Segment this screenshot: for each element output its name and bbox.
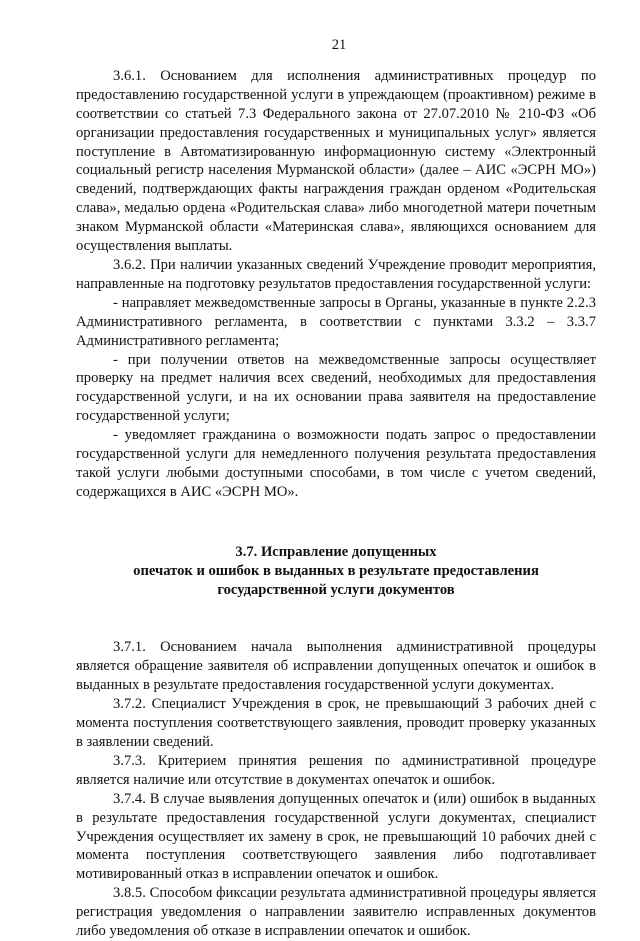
- paragraph-3-6-2: 3.6.2. При наличии указанных сведений Учреждение проводит мероприятия, направленные на подготовку результатов предоставления государственной услуги:: [76, 256, 596, 292]
- list-item-interagency-requests: - направляет межведомственные запросы в Органы, указанные в пункте 2.2.3 Административного регламента, в соответствии с пунктами 3.3.2 – 3.3.7 Административного регламента;: [76, 294, 596, 349]
- paragraph-3-8-5: 3.8.5. Способом фиксации результата административной процедуры является регистрация уведомления о направлении заявителю исправленных документов либо уведомления об отказе в исправлении опечаток и ошибок.: [76, 885, 596, 940]
- paragraph-3-6-1: 3.6.1. Основанием для исполнения административных процедур по предоставлению государственной услуги в упреждающем (проактивном) режиме в соответствии со статьей 7.3 Федерального закона от 27.07.2010 № 210-ФЗ «Об организации предоставления государственных и муниципальных услуг» является поступление в Автоматизированную информационную систему «Электронный социальный регистр населения Мурманской области» (далее – АИС «ЭСРН МО») сведений, подтверждающих факты награждения граждан орденом «Родительская слава», медалью ордена «Родительская слава» либо многодетной матери почетным знаком Мурманской области «Материнская слава», являющихся основанием для осуществления выплаты.: [76, 67, 596, 255]
- page-number: 21: [331, 37, 347, 53]
- section-3-7-body: [76, 638, 596, 941]
- section-heading-3-7: [76, 543, 596, 600]
- section-heading-line-1: 3.7. Исправление допущенных: [235, 543, 437, 560]
- paragraph-3-7-2: 3.7.2. Специалист Учреждения в срок, не превышающий 3 рабочих дней с момента поступления соответствующего заявления, проводит проверку указанных в заявлении сведений.: [76, 696, 596, 750]
- paragraph-3-7-1: 3.7.1. Основанием начала выполнения административной процедуры является обращение заявителя об исправлении допущенных опечаток и ошибок в выданных в результате предоставления государственной услуги документах.: [76, 639, 596, 694]
- paragraph-3-7-3: 3.7.3. Критерием принятия решения по административной процедуре является наличие или отсутствие в документах опечаток и ошибок.: [76, 752, 596, 788]
- section-3-6-body: [76, 67, 596, 502]
- section-heading-line-2: опечаток и ошибок в выданных в результате предоставления: [133, 562, 539, 579]
- paragraph-3-7-4: 3.7.4. В случае выявления допущенных опечаток и (или) ошибок в выданных в результате предоставления государственной услуги документах, специалист Учреждения осуществляет их замену в срок, не превышающий 10 рабочих дней с момента поступления соответствующего заявления либо подготавливает мотивированный отказ в исправлении опечаток и ошибок.: [76, 790, 596, 883]
- list-item-verification: - при получении ответов на межведомственные запросы осуществляет проверку на предмет наличия всех сведений, необходимых для предоставления государственной услуги, и на их основании права заявителя на предоставление государственной услуги;: [76, 351, 596, 425]
- section-heading-line-3: государственной услуги документов: [217, 581, 455, 598]
- list-item-notification: - уведомляет гражданина о возможности подать запрос о предоставлении государственной услуги для немедленного получения результата предоставления такой услуги любыми доступными способами, в том числе с учетом сведений, содержащихся в АИС «ЭСРН МО».: [76, 427, 596, 500]
